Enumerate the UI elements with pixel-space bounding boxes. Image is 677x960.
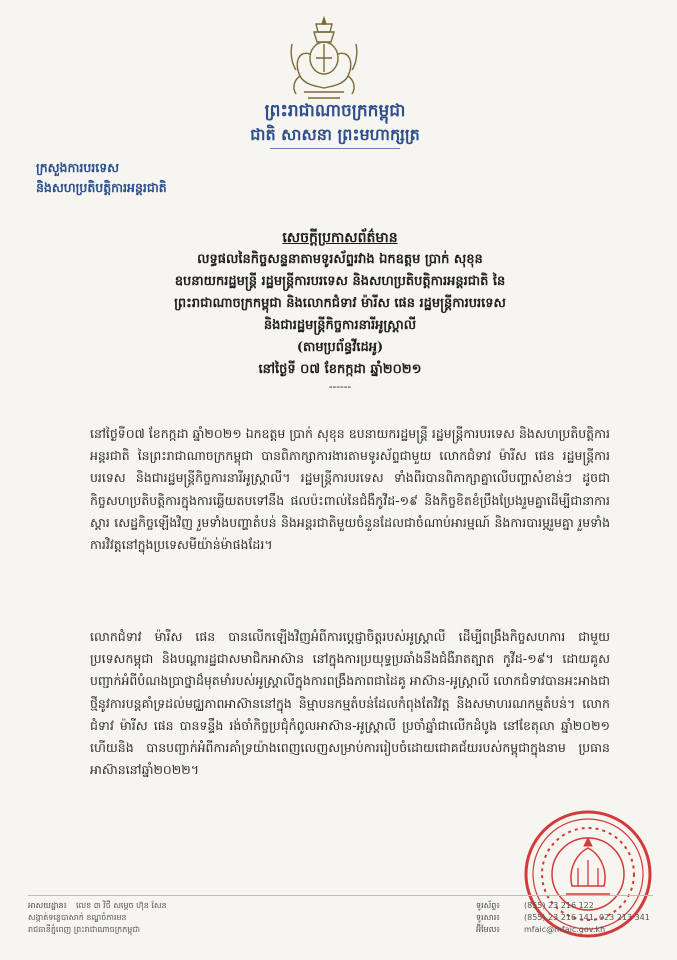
email-address[interactable]: mfaic@mfaic.gov.kh xyxy=(524,925,606,934)
title-line-5: (តាមប្រព័ន្ធវីដេអូ) xyxy=(296,340,384,355)
address-line-2: សង្កាត់ទន្លេបាសាក់ ខណ្ឌចំការមន xyxy=(28,913,127,922)
body-paragraph-2: លោកជំទាវ ម៉ារីស ផេន បានលើកឡើងវិញអំពីការប្តេជ្ញាចិត្តរបស់អូស្ត្រាលី ដើម្បីពង្រឹងកិច្ចសហការ ជាមួយប្រទេសកម្ពុជា និងបណ្តារដ្ឋជាសមាជិកអាស៊ាន នៅក្នុងការប្រយុទ្ធប្រឆាំងនឹងជំងឺរាតត្បាត កូវីដ-១៩។ ដោយគូសបញ្ជាក់អំពីបំណងប្រាថ្នាដ៏មុតមាំរបស់អូស្ត្រាលីក្នុងការពង្រឹងភាពជាដៃគូ អាស៊ាន-អូស្ត្រាលី លោកជំទាវបានអះអាងជាថ្មីនូវការបន្តគាំទ្រដល់មជ្ឈភាពអាស៊ាននៅក្នុង និម្មាបនកម្មតំបន់ដែលកំពុងតែវិវត្ត និងសមាហរណកម្មតំបន់។ លោកជំទាវ ម៉ារីស ផេន បានទន្ទឹង រង់ចាំកិច្ចប្រជុំកំពូលអាស៊ាន-អូស្ត្រាលី ប្រចាំឆ្នាំជាលើកដំបូង នៅខែតុលា ឆ្នាំ២០២១ ហើយនិង បានបញ្ជាក់អំពីការគាំទ្រយ៉ាងពេញលេញសម្រាប់ការរៀបចំដោយជោគជ័យរបស់កម្ពុជាក្នុងនាម ប្រធានអាស៊ាននៅឆ្នាំ២០២២។ xyxy=(90,629,610,778)
address-label: អាសយដ្ឋាន៖ xyxy=(28,901,68,910)
royal-arms-emblem-icon xyxy=(286,14,362,102)
kingdom-name: ព្រះរាជាណាចក្រកម្ពុជា xyxy=(264,101,406,121)
body-paragraph-1: នៅថ្ងៃទី០៧ ខែកក្កដា ឆ្នាំ២០២១ ឯកឧត្តម ប្រាក់ សុខុន ឧបនាយករដ្ឋមន្ត្រី រដ្ឋមន្ត្រីការបរទេស និងសហប្រតិបត្តិការអន្តរជាតិ នៃព្រះរាជាណាចក្រកម្ពុជា បានពិភាក្សាការងារតាមទូរស័ព្ទជាមួយ លោកជំទាវ ម៉ារីស ផេន រដ្ឋមន្ត្រីការបរទេស និងជារដ្ឋមន្ត្រីកិច្ចការនារីអូស្ត្រាលី។ រដ្ឋមន្ត្រីការបរទេស ទាំងពីរបានពិភាក្សាគ្នាលើបញ្ហាសំខាន់ៗ ដូចជា កិច្ចសហប្រតិបត្តិការក្នុងការឆ្លើយតបទៅនឹង ផលប៉ះពាល់នៃជំងឺកូវីដ-១៩ និងកិច្ចខិតខំប្រឹងប្រែងរួមគ្នាដើម្បីជានាការស្តារ សេដ្ឋកិច្ចឡើងវិញ រួមទាំងបញ្ហាតំបន់ និងអន្តរជាតិមួយចំនួនដែលជាចំណាប់អារម្មណ៍ និងការបារម្ភរួមគ្នា រួមទាំងការវិវត្តនៅក្នុងប្រទេសមីយ៉ាន់ម៉ាផងដែរ។ xyxy=(90,426,610,553)
title-date: នៅថ្ងៃទី ០៧ ខែកក្កដា ឆ្នាំ២០២១ xyxy=(258,362,422,377)
document-heading: សេចក្តីប្រកាសព័ត៌មាន xyxy=(282,230,398,246)
address-line-1: លេខ ៣ វិថី សម្តេច ហ៊ុន សែន xyxy=(76,901,167,910)
footer-contacts xyxy=(476,900,656,936)
address-line-3: រាជធានីភ្នំពេញ ព្រះរាជាណាចក្រកម្ពុជា xyxy=(28,925,140,934)
ministry-name-line1: ក្រសួងការបរទេស xyxy=(36,160,120,175)
title-line-2: ឧបនាយករដ្ឋមន្ត្រី រដ្ឋមន្ត្រីការបរទេស និងសហប្រតិបត្តិការអន្តរជាតិ នៃ xyxy=(174,274,506,289)
title-line-1: លទ្ធផលនៃកិច្ចសន្ទនាតាមទូរស័ព្ទរវាង ឯកឧត្តម ប្រាក់ សុខុន xyxy=(197,252,483,267)
footer-address xyxy=(28,900,408,936)
ministry-name-line2: និងសហប្រតិបត្តិការអន្តរជាតិ xyxy=(36,180,167,195)
fax-label: ទូរសារ៖ xyxy=(476,913,500,922)
title-line-4: និងជារដ្ឋមន្ត្រីកិច្ចការនារីអូស្ត្រាលី xyxy=(263,318,417,333)
footer-divider xyxy=(28,895,653,896)
title-divider: ------ xyxy=(328,380,352,393)
motto-divider xyxy=(270,148,400,149)
title-line-3: ព្រះរាជាណាចក្រកម្ពុជា និងលោកជំទាវ ម៉ារីស ផេន រដ្ឋមន្ត្រីការបរទេស xyxy=(174,296,506,311)
phone-label: ទូរស័ព្ទ៖ xyxy=(476,901,500,910)
fax-number: (855) 23 216 141, 023 213 341 xyxy=(524,913,650,922)
email-label: អ៊ីមែល៖ xyxy=(476,925,500,934)
phone-number: (855) 23 216 122 xyxy=(524,901,594,910)
national-motto: ជាតិ សាសនា ព្រះមហាក្សត្រ xyxy=(250,125,420,144)
